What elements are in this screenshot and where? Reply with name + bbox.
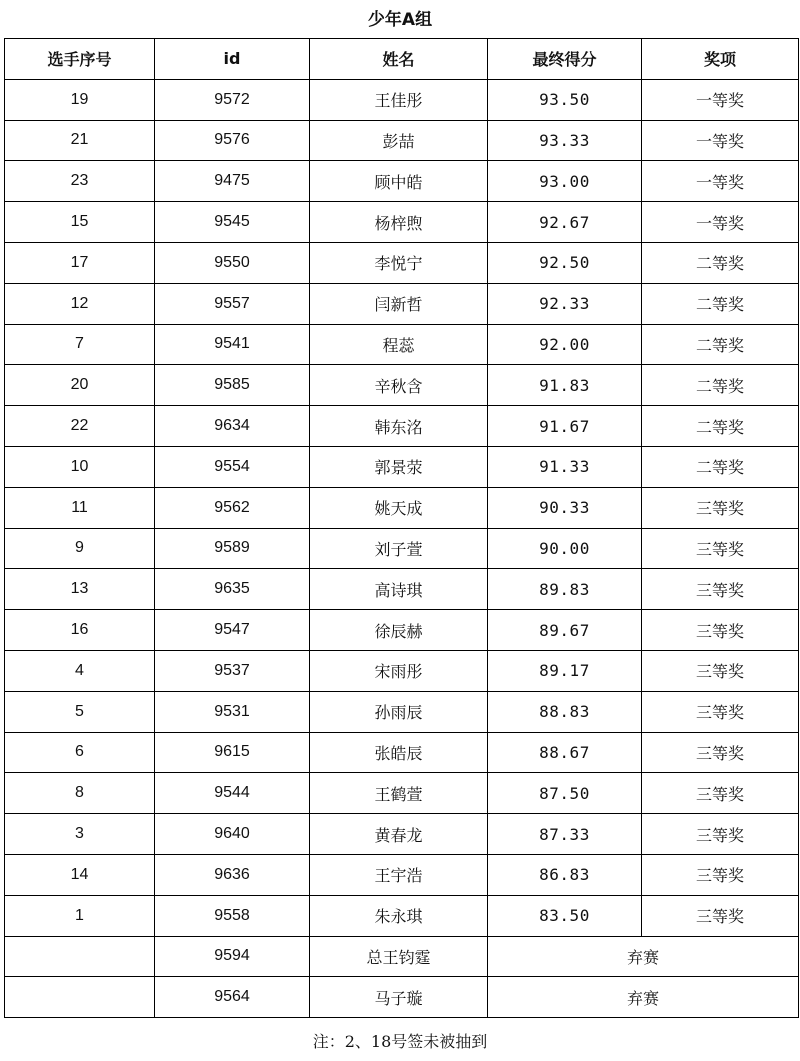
- score-cell: 86.83: [488, 854, 642, 895]
- id-cell: 9589: [155, 528, 310, 569]
- award-cell: 三等奖: [642, 814, 799, 855]
- id-cell: 9564: [155, 977, 310, 1018]
- seq-cell: 16: [5, 610, 155, 651]
- id-cell: 9572: [155, 79, 310, 120]
- name-cell: 闫新哲: [310, 283, 488, 324]
- score-cell: 90.00: [488, 528, 642, 569]
- id-cell: 9615: [155, 732, 310, 773]
- name-cell: 张皓辰: [310, 732, 488, 773]
- name-cell: 王宇浩: [310, 854, 488, 895]
- award-cell: 三等奖: [642, 691, 799, 732]
- award-cell: 二等奖: [642, 242, 799, 283]
- name-cell: 王佳彤: [310, 79, 488, 120]
- name-cell: 程蕊: [310, 324, 488, 365]
- column-header-award: 奖项: [642, 39, 799, 80]
- seq-cell: 22: [5, 406, 155, 447]
- seq-cell: 4: [5, 650, 155, 691]
- name-cell: 朱永琪: [310, 895, 488, 936]
- seq-cell: 17: [5, 242, 155, 283]
- award-cell: 二等奖: [642, 446, 799, 487]
- score-cell: 83.50: [488, 895, 642, 936]
- id-cell: 9636: [155, 854, 310, 895]
- score-cell: 90.33: [488, 487, 642, 528]
- seq-cell: 8: [5, 773, 155, 814]
- score-cell: 93.00: [488, 161, 642, 202]
- score-cell: 93.33: [488, 120, 642, 161]
- id-cell: 9547: [155, 610, 310, 651]
- score-cell: 91.33: [488, 446, 642, 487]
- id-cell: 9634: [155, 406, 310, 447]
- score-cell: 93.50: [488, 79, 642, 120]
- table-row: [5, 528, 799, 569]
- name-cell: 李悦宁: [310, 242, 488, 283]
- name-cell: 总王钧霆: [310, 936, 488, 977]
- name-cell: 刘子萱: [310, 528, 488, 569]
- score-cell: 92.67: [488, 202, 642, 243]
- award-cell: 一等奖: [642, 79, 799, 120]
- id-cell: 9550: [155, 242, 310, 283]
- id-cell: 9545: [155, 202, 310, 243]
- score-cell: 89.83: [488, 569, 642, 610]
- id-cell: 9544: [155, 773, 310, 814]
- seq-cell: 3: [5, 814, 155, 855]
- award-cell: 三等奖: [642, 650, 799, 691]
- award-cell: 三等奖: [642, 773, 799, 814]
- results-table: [4, 38, 799, 1018]
- score-cell: 88.67: [488, 732, 642, 773]
- name-cell: 彭喆: [310, 120, 488, 161]
- table-row: [5, 773, 799, 814]
- score-cell: 87.50: [488, 773, 642, 814]
- name-cell: 顾中皓: [310, 161, 488, 202]
- award-cell: 一等奖: [642, 161, 799, 202]
- award-cell: 三等奖: [642, 732, 799, 773]
- award-cell: 三等奖: [642, 895, 799, 936]
- id-cell: 9576: [155, 120, 310, 161]
- table-row: [5, 732, 799, 773]
- award-cell: 三等奖: [642, 610, 799, 651]
- score-cell: 92.00: [488, 324, 642, 365]
- name-cell: 孙雨辰: [310, 691, 488, 732]
- id-cell: 9541: [155, 324, 310, 365]
- award-cell: 三等奖: [642, 487, 799, 528]
- name-cell: 徐辰赫: [310, 610, 488, 651]
- award-cell: 二等奖: [642, 365, 799, 406]
- name-cell: 辛秋含: [310, 365, 488, 406]
- id-cell: 9557: [155, 283, 310, 324]
- column-header-score: 最终得分: [488, 39, 642, 80]
- score-cell: 87.33: [488, 814, 642, 855]
- withdrawn-row: [5, 936, 799, 977]
- id-cell: 9475: [155, 161, 310, 202]
- seq-cell: 6: [5, 732, 155, 773]
- seq-cell: 12: [5, 283, 155, 324]
- column-header-seq: 选手序号: [5, 39, 155, 80]
- header-row: [5, 39, 799, 80]
- award-cell: 三等奖: [642, 569, 799, 610]
- table-row: [5, 446, 799, 487]
- name-cell: 韩东洺: [310, 406, 488, 447]
- seq-cell: 13: [5, 569, 155, 610]
- score-cell: 89.67: [488, 610, 642, 651]
- withdrawn-status-cell: 弃赛: [488, 977, 799, 1018]
- table-title: 少年A组: [367, 10, 433, 30]
- name-cell: 姚天成: [310, 487, 488, 528]
- score-cell: 88.83: [488, 691, 642, 732]
- seq-cell: 5: [5, 691, 155, 732]
- id-cell: 9531: [155, 691, 310, 732]
- seq-cell: [5, 936, 155, 977]
- id-cell: 9635: [155, 569, 310, 610]
- name-cell: 黄春龙: [310, 814, 488, 855]
- withdrawn-row: [5, 977, 799, 1018]
- seq-cell: 11: [5, 487, 155, 528]
- name-cell: 郭景荥: [310, 446, 488, 487]
- award-cell: 三等奖: [642, 528, 799, 569]
- award-cell: 一等奖: [642, 202, 799, 243]
- id-cell: 9562: [155, 487, 310, 528]
- seq-cell: 23: [5, 161, 155, 202]
- table-row: [5, 406, 799, 447]
- score-cell: 89.17: [488, 650, 642, 691]
- award-cell: 三等奖: [642, 854, 799, 895]
- name-cell: 高诗琪: [310, 569, 488, 610]
- seq-cell: 15: [5, 202, 155, 243]
- name-cell: 王鹤萱: [310, 773, 488, 814]
- withdrawn-status-cell: 弃赛: [488, 936, 799, 977]
- table-row: [5, 691, 799, 732]
- table-row: [5, 610, 799, 651]
- score-cell: 91.67: [488, 406, 642, 447]
- award-cell: 二等奖: [642, 283, 799, 324]
- award-cell: 二等奖: [642, 406, 799, 447]
- seq-cell: 14: [5, 854, 155, 895]
- table-row: [5, 650, 799, 691]
- table-row: [5, 161, 799, 202]
- seq-cell: 10: [5, 446, 155, 487]
- table-row: [5, 569, 799, 610]
- id-cell: 9594: [155, 936, 310, 977]
- table-row: [5, 79, 799, 120]
- name-cell: 马子璇: [310, 977, 488, 1018]
- table-row: [5, 365, 799, 406]
- id-cell: 9640: [155, 814, 310, 855]
- seq-cell: 20: [5, 365, 155, 406]
- table-row: [5, 324, 799, 365]
- score-cell: 92.33: [488, 283, 642, 324]
- seq-cell: [5, 977, 155, 1018]
- footnote: 注：2、18号签未被抽到: [312, 1032, 488, 1051]
- table-row: [5, 487, 799, 528]
- name-cell: 宋雨彤: [310, 650, 488, 691]
- seq-cell: 19: [5, 79, 155, 120]
- table-row: [5, 283, 799, 324]
- seq-cell: 7: [5, 324, 155, 365]
- table-row: [5, 242, 799, 283]
- table-row: [5, 120, 799, 161]
- table-row: [5, 895, 799, 936]
- id-cell: 9558: [155, 895, 310, 936]
- table-row: [5, 854, 799, 895]
- seq-cell: 1: [5, 895, 155, 936]
- score-cell: 92.50: [488, 242, 642, 283]
- column-header-name: 姓名: [310, 39, 488, 80]
- id-cell: 9585: [155, 365, 310, 406]
- column-header-id: id: [155, 39, 310, 80]
- id-cell: 9537: [155, 650, 310, 691]
- id-cell: 9554: [155, 446, 310, 487]
- award-cell: 一等奖: [642, 120, 799, 161]
- award-cell: 二等奖: [642, 324, 799, 365]
- seq-cell: 9: [5, 528, 155, 569]
- seq-cell: 21: [5, 120, 155, 161]
- table-row: [5, 202, 799, 243]
- name-cell: 杨梓煦: [310, 202, 488, 243]
- score-cell: 91.83: [488, 365, 642, 406]
- table-row: [5, 814, 799, 855]
